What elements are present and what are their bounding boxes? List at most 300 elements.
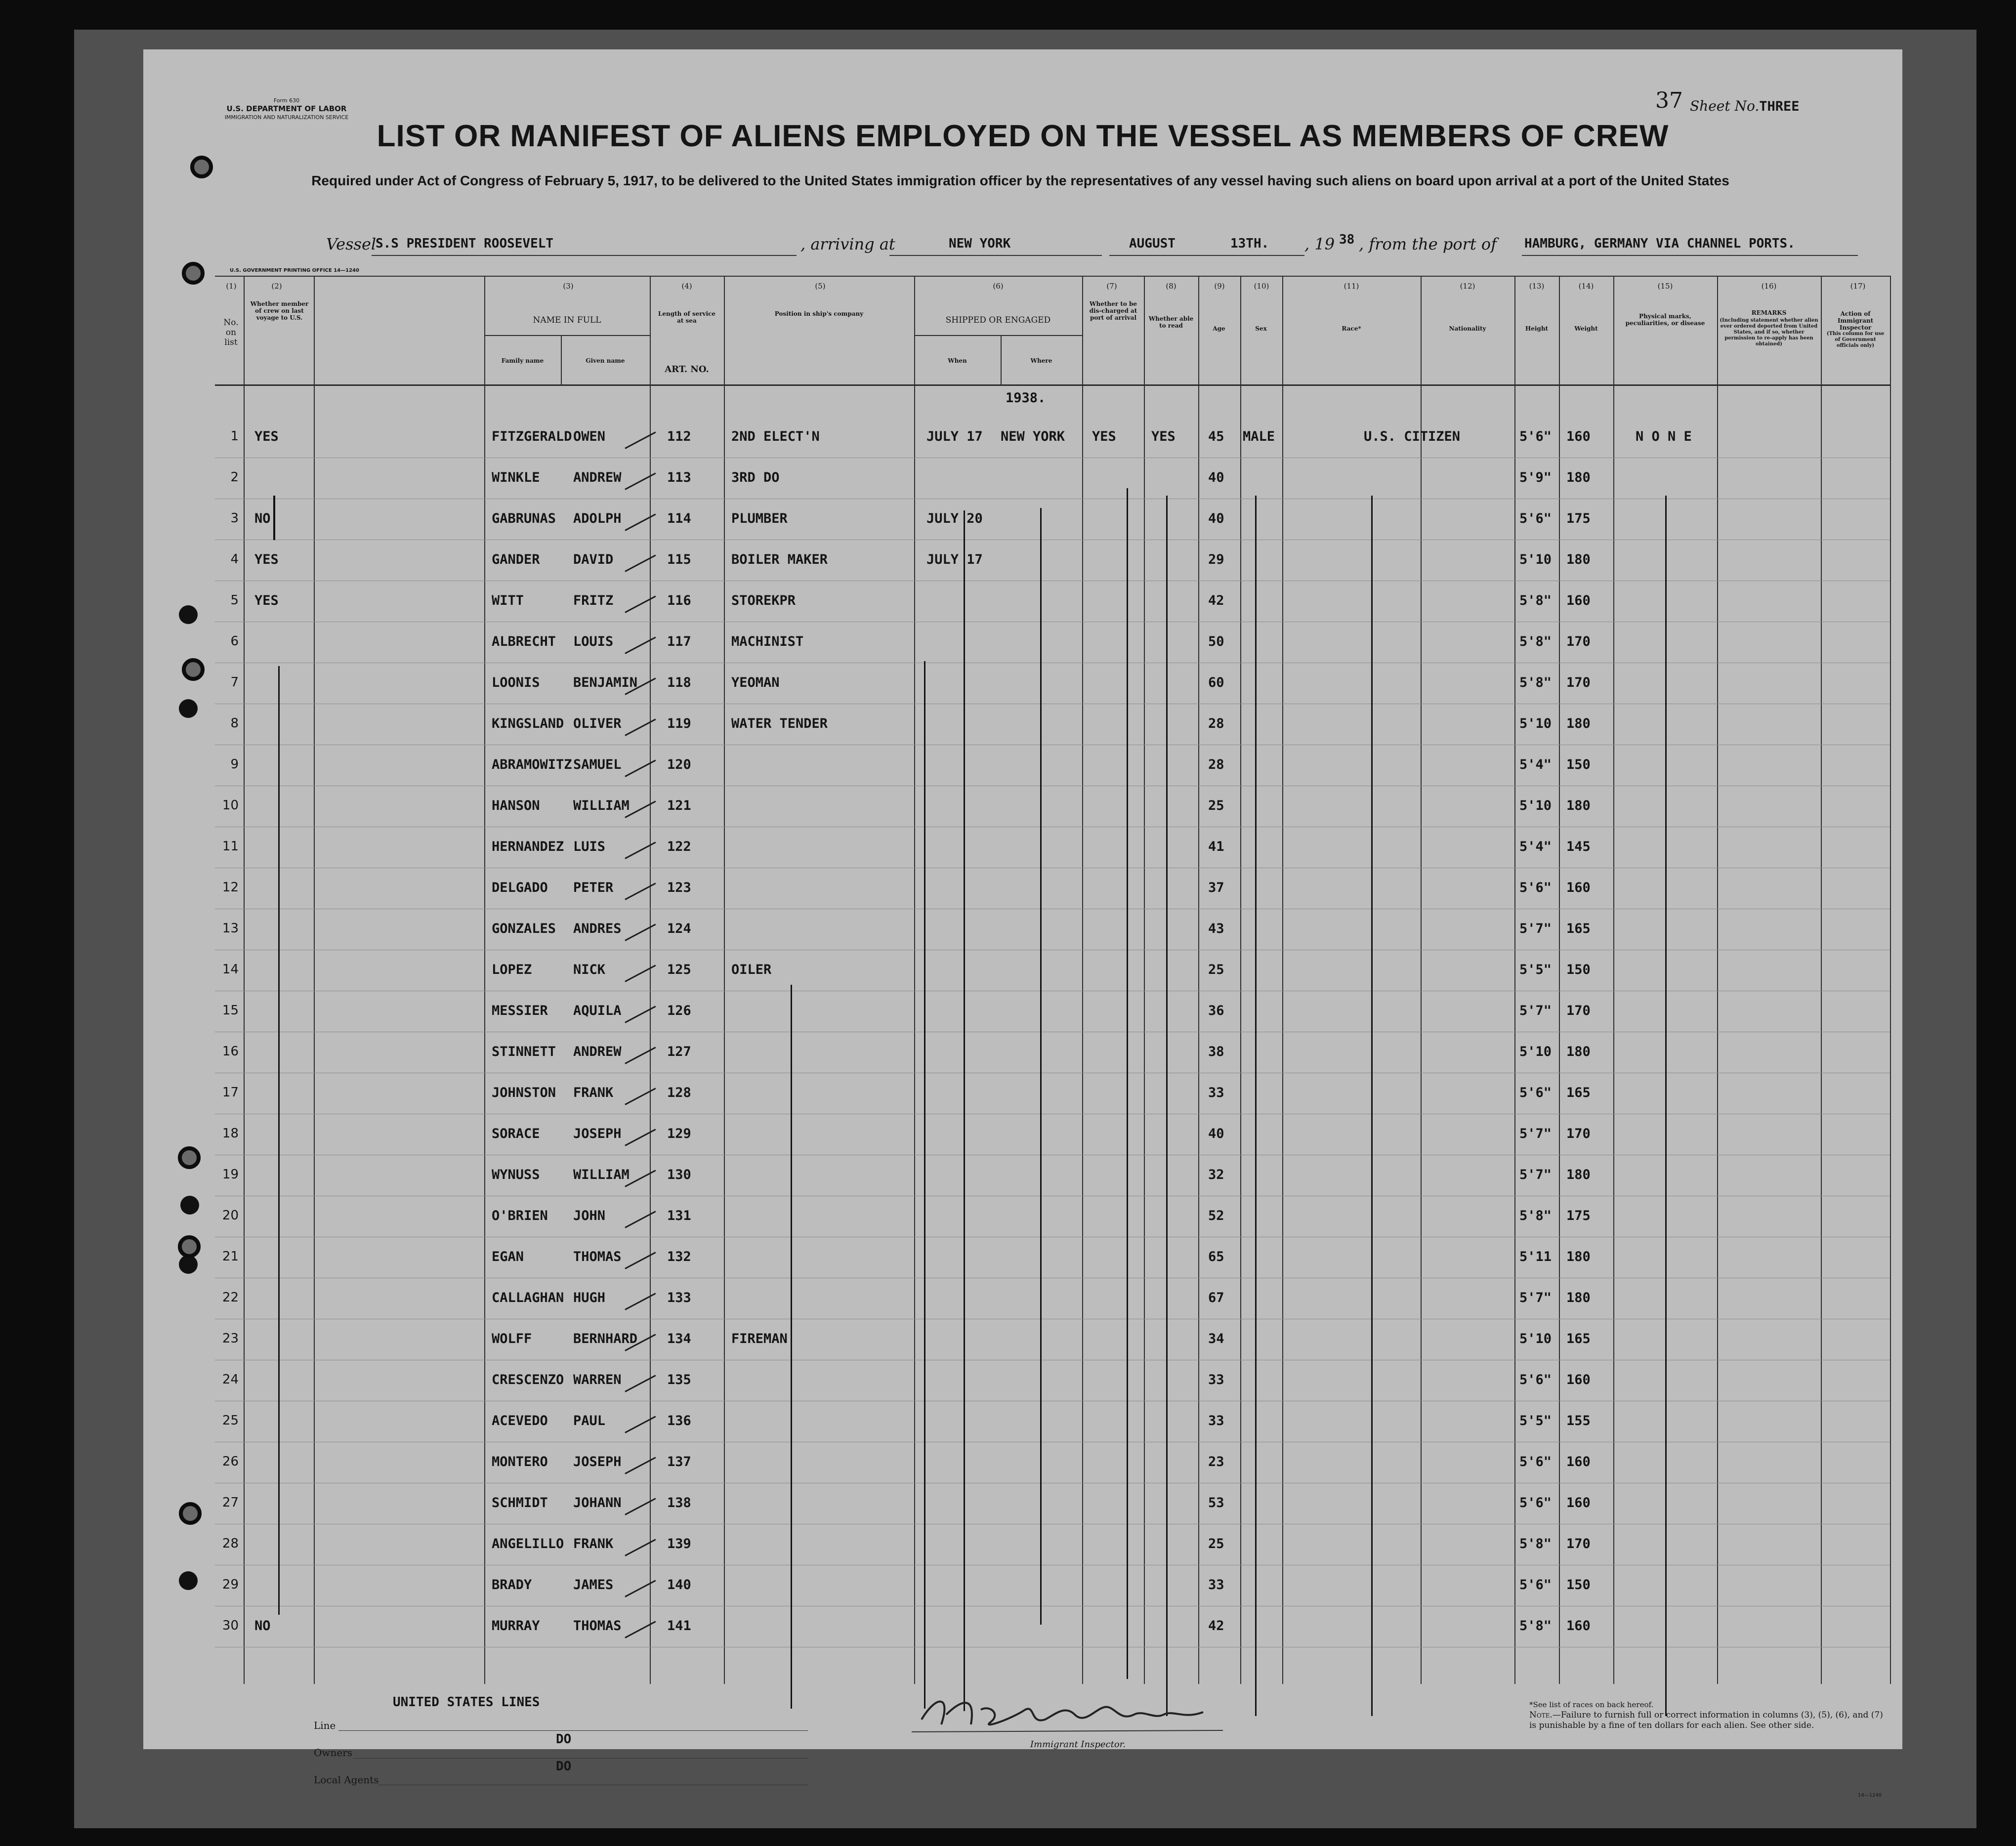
page-number: 37 <box>1655 88 1683 113</box>
cell-height: 5'10 <box>1519 716 1552 731</box>
cell-height: 5'8" <box>1519 1208 1552 1223</box>
col-no-6: (6) <box>993 282 1004 291</box>
from-label: , from the port of <box>1359 235 1497 253</box>
cell-given: JOSEPH <box>573 1454 622 1469</box>
cell-art: 114 <box>667 511 691 526</box>
cell-no: 20 <box>222 1208 239 1223</box>
table-row <box>215 952 1890 992</box>
table-row <box>215 501 1890 541</box>
cell-art: 122 <box>667 839 691 854</box>
year-prefix: , 19 <box>1304 235 1335 253</box>
cell-height: 5'7" <box>1519 1003 1552 1018</box>
cell-given: OWEN <box>573 429 606 444</box>
check-stroke <box>625 923 656 941</box>
form-number: Form 630 <box>273 97 300 104</box>
col-no-13: (13) <box>1529 282 1545 291</box>
check-stroke <box>625 431 656 449</box>
cell-no: 23 <box>222 1331 239 1346</box>
cell-family: WYNUSS <box>492 1167 540 1182</box>
header-age: Age <box>1213 325 1225 332</box>
table-row <box>215 1444 1890 1484</box>
header-name-in-full: NAME IN FULL <box>533 315 601 325</box>
table-row <box>215 1526 1890 1566</box>
cell-no: 21 <box>222 1249 239 1264</box>
punch-hole-icon <box>178 1235 201 1258</box>
table-row <box>215 624 1890 664</box>
cell-art: 139 <box>667 1536 691 1552</box>
header-shipped-or-engaged: SHIPPED OR ENGAGED <box>945 315 1051 325</box>
table-row <box>215 870 1890 910</box>
cell-no: 22 <box>222 1290 239 1305</box>
owners-label: Owners <box>314 1747 353 1759</box>
cell-family: MURRAY <box>492 1618 540 1634</box>
cell-height: 5'10 <box>1519 1331 1552 1346</box>
cell-given: ANDREW <box>573 1044 622 1059</box>
cell-weight: 150 <box>1566 757 1591 772</box>
cell-height: 5'6" <box>1519 1085 1552 1100</box>
cell-family: GONZALES <box>492 921 556 936</box>
printing-office: U.S. GOVERNMENT PRINTING OFFICE 14—1240 <box>230 268 359 273</box>
header-weight: Weight <box>1574 325 1598 332</box>
cell-family: WOLFF <box>492 1331 532 1346</box>
cell-family: WITT <box>492 593 524 608</box>
cell-read: YES <box>1151 429 1176 444</box>
cell-given: PETER <box>573 880 614 895</box>
table-row <box>215 665 1890 705</box>
cell-height: 5'6" <box>1519 1454 1552 1469</box>
cell-age: 67 <box>1208 1290 1224 1305</box>
line-label: Line <box>314 1720 336 1731</box>
cell-art: 128 <box>667 1085 691 1100</box>
cell-given: THOMAS <box>573 1618 622 1634</box>
table-row <box>215 1239 1890 1279</box>
cell-given: HUGH <box>573 1290 606 1305</box>
cell-given: DAVID <box>573 552 614 567</box>
cell-art: 123 <box>667 880 691 895</box>
check-stroke <box>625 1252 656 1269</box>
cell-weight: 175 <box>1566 1208 1591 1223</box>
cell-age: 40 <box>1208 470 1224 485</box>
col-no-8: (8) <box>1166 282 1176 291</box>
cell-given: JOHANN <box>573 1495 622 1510</box>
cell-family: EGAN <box>492 1249 524 1264</box>
cell-no: 2 <box>230 470 239 485</box>
cell-position: YEOMAN <box>731 675 780 690</box>
cell-family: MESSIER <box>492 1003 548 1018</box>
table-row <box>215 1198 1890 1238</box>
cell-crew: NO <box>254 511 271 526</box>
header-length-of-service: Length of service at sea <box>658 310 716 324</box>
col-no-11: (11) <box>1344 282 1359 291</box>
cell-position: FIREMAN <box>731 1331 788 1346</box>
sheet-number <box>1690 98 1800 114</box>
cell-sex: MALE <box>1243 429 1275 444</box>
table-row <box>215 419 1890 459</box>
cell-age: 33 <box>1208 1577 1224 1593</box>
header-crew-last-voyage: Whether member of crew on last voyage to U.S. <box>250 300 309 321</box>
cell-family: CALLAGHAN <box>492 1290 564 1305</box>
cell-age: 60 <box>1208 675 1224 690</box>
col-no-12: (12) <box>1460 282 1475 291</box>
cell-no: 9 <box>230 757 239 772</box>
vessel-name: S.S PRESIDENT ROOSEVELT <box>376 236 554 251</box>
cell-age: 65 <box>1208 1249 1224 1264</box>
table-row <box>215 1075 1890 1115</box>
cell-when: JULY 17 <box>926 429 983 444</box>
table-row <box>215 1485 1890 1525</box>
header-discharged: Whether to be dis-charged at port of arrival <box>1089 300 1137 321</box>
cell-art: 138 <box>667 1495 691 1510</box>
col-no-5: (5) <box>815 282 826 291</box>
cell-art: 130 <box>667 1167 691 1182</box>
table-row <box>215 1157 1890 1197</box>
cell-no: 13 <box>222 921 239 936</box>
check-stroke <box>625 1088 656 1105</box>
note-label: Note. <box>1529 1710 1553 1720</box>
col-no-9: (9) <box>1214 282 1225 291</box>
cell-height: 5'8" <box>1519 593 1552 608</box>
service-name: IMMIGRATION AND NATURALIZATION SERVICE <box>224 114 349 121</box>
check-stroke <box>625 1211 656 1228</box>
check-stroke <box>625 1416 656 1433</box>
cell-age: 38 <box>1208 1044 1224 1059</box>
cell-no: 8 <box>230 716 239 731</box>
cell-age: 43 <box>1208 921 1224 936</box>
cell-when: JULY 20 <box>926 511 983 526</box>
cell-position: OILER <box>731 962 772 977</box>
cell-no: 14 <box>222 962 239 977</box>
header-remarks-note: (Including statement whether alien ever ordered deported from United States, and if so, whether permission to re-apply has been obtained) <box>1720 318 1818 347</box>
year-suffix: 38 <box>1339 232 1355 247</box>
cell-no: 6 <box>230 634 239 649</box>
col-no-2: (2) <box>271 282 282 291</box>
arriving-label: , arriving at <box>800 235 895 253</box>
col-no-10: (10) <box>1254 282 1269 291</box>
cell-family: GABRUNAS <box>492 511 556 526</box>
cell-art: 124 <box>667 921 691 936</box>
cell-art: 140 <box>667 1577 691 1593</box>
header-where: Where <box>1030 357 1052 364</box>
cell-no: 19 <box>222 1167 239 1182</box>
table-row <box>215 788 1890 828</box>
cell-weight: 180 <box>1566 1290 1591 1305</box>
form-identification <box>217 96 356 122</box>
port-of-arrival: NEW YORK <box>949 236 1011 251</box>
cell-age: 52 <box>1208 1208 1224 1223</box>
punch-hole-icon <box>179 1502 202 1525</box>
table-row <box>215 583 1890 623</box>
punch-hole-icon <box>178 1146 201 1169</box>
check-stroke <box>625 1375 656 1392</box>
check-stroke <box>625 1498 656 1515</box>
cell-weight: 170 <box>1566 1003 1591 1018</box>
cell-crew: YES <box>254 593 279 608</box>
sheet-label: Sheet No. <box>1690 98 1760 114</box>
table-row <box>215 1362 1890 1402</box>
cell-height: 5'7" <box>1519 1167 1552 1182</box>
table-row <box>215 829 1890 869</box>
cell-height: 5'8" <box>1519 1536 1552 1552</box>
cell-weight: 160 <box>1566 429 1591 444</box>
table-row <box>215 460 1890 500</box>
cell-given: LOUIS <box>573 634 614 649</box>
cell-given: THOMAS <box>573 1249 622 1264</box>
cell-weight: 175 <box>1566 511 1591 526</box>
check-stroke <box>625 759 656 777</box>
table-row <box>215 1116 1890 1156</box>
header-given-name: Given name <box>586 357 625 364</box>
cell-height: 5'6" <box>1519 880 1552 895</box>
cell-no: 5 <box>230 593 239 608</box>
inspector-label: Immigrant Inspector. <box>1030 1739 1126 1750</box>
cell-given: ADOLPH <box>573 511 622 526</box>
cell-weight: 160 <box>1566 880 1591 895</box>
cell-age: 42 <box>1208 1618 1224 1634</box>
inspector-signature <box>907 1685 1233 1739</box>
cell-position: BOILER MAKER <box>731 552 828 567</box>
header-physical-marks: Physical marks, peculiarities, or disease <box>1625 313 1705 327</box>
check-stroke <box>625 965 656 982</box>
cell-age: 25 <box>1208 962 1224 977</box>
cell-art: 134 <box>667 1331 691 1346</box>
cell-no: 27 <box>222 1495 239 1510</box>
vessel-info <box>143 232 1902 257</box>
cell-family: LOPEZ <box>492 962 532 977</box>
table-row <box>215 706 1890 746</box>
cell-height: 5'6" <box>1519 429 1552 444</box>
cell-family: GANDER <box>492 552 540 567</box>
cell-art: 113 <box>667 470 691 485</box>
cell-position: PLUMBER <box>731 511 788 526</box>
check-stroke <box>625 882 656 900</box>
cell-height: 5'6" <box>1519 1577 1552 1593</box>
header-race: Race* <box>1342 325 1361 332</box>
cell-height: 5'6" <box>1519 511 1552 526</box>
cell-weight: 180 <box>1566 716 1591 731</box>
cell-age: 33 <box>1208 1372 1224 1387</box>
cell-height: 5'8" <box>1519 1618 1552 1634</box>
cell-weight: 170 <box>1566 1536 1591 1552</box>
note-text: —Failure to furnish full or correct information in columns (3), (5), (6), and (7) is punishable by a fine of ten dollars for each alien. See other side. <box>1529 1710 1883 1730</box>
check-stroke <box>625 1006 656 1023</box>
cell-age: 40 <box>1208 1126 1224 1141</box>
cell-age: 25 <box>1208 1536 1224 1552</box>
cell-no: 29 <box>222 1577 239 1592</box>
cell-position: STOREKPR <box>731 593 796 608</box>
cell-position: WATER TENDER <box>731 716 828 731</box>
cell-where: NEW YORK <box>1001 429 1065 444</box>
year-entry: 1938. <box>1006 390 1046 406</box>
punch-hole-icon <box>180 1196 199 1215</box>
cell-height: 5'10 <box>1519 1044 1552 1059</box>
cell-age: 37 <box>1208 880 1224 895</box>
col-no-3: (3) <box>563 282 574 291</box>
cell-weight: 180 <box>1566 1249 1591 1264</box>
cell-art: 112 <box>667 429 691 444</box>
check-stroke <box>625 1293 656 1310</box>
check-stroke <box>625 1621 656 1638</box>
cell-weight: 180 <box>1566 552 1591 567</box>
cell-given: PAUL <box>573 1413 606 1428</box>
cell-no: 15 <box>222 1003 239 1018</box>
cell-marks: N O N E <box>1636 429 1692 444</box>
cell-weight: 165 <box>1566 1331 1591 1346</box>
line-value: UNITED STATES LINES <box>393 1695 540 1710</box>
cell-no: 11 <box>222 839 239 854</box>
table-row <box>215 747 1890 787</box>
cell-given: FRANK <box>573 1085 614 1100</box>
check-stroke <box>625 1457 656 1474</box>
cell-no: 28 <box>222 1536 239 1551</box>
check-stroke <box>625 841 656 859</box>
cell-height: 5'10 <box>1519 798 1552 813</box>
form-code: 14—1240 <box>1858 1793 1882 1798</box>
cell-position: 2ND ELECT'N <box>731 429 820 444</box>
cell-weight: 170 <box>1566 1126 1591 1141</box>
cell-no: 17 <box>222 1085 239 1100</box>
cell-art: 121 <box>667 798 691 813</box>
table-row <box>215 911 1890 951</box>
cell-given: JAMES <box>573 1577 614 1593</box>
cell-weight: 145 <box>1566 839 1591 854</box>
cell-no: 24 <box>222 1372 239 1387</box>
cell-age: 45 <box>1208 429 1224 444</box>
check-stroke <box>625 718 656 736</box>
cell-art: 125 <box>667 962 691 977</box>
owners-value: DO <box>556 1732 572 1747</box>
arrival-month: AUGUST <box>1129 236 1176 251</box>
cell-given: BENJAMIN <box>573 675 638 690</box>
cell-art: 118 <box>667 675 691 690</box>
cell-art: 133 <box>667 1290 691 1305</box>
cell-given: JOHN <box>573 1208 606 1223</box>
cell-family: HANSON <box>492 798 540 813</box>
manifest-sheet <box>143 49 1902 1798</box>
cell-age: 34 <box>1208 1331 1224 1346</box>
cell-weight: 180 <box>1566 798 1591 813</box>
cell-weight: 180 <box>1566 1167 1591 1182</box>
cell-height: 5'7" <box>1519 1126 1552 1141</box>
check-stroke <box>625 472 656 490</box>
cell-family: ANGELILLO <box>492 1536 564 1552</box>
cell-weight: 170 <box>1566 675 1591 690</box>
cell-weight: 150 <box>1566 1577 1591 1593</box>
cell-art: 141 <box>667 1618 691 1634</box>
cell-height: 5'4" <box>1519 839 1552 854</box>
cell-height: 5'8" <box>1519 634 1552 649</box>
col-no-16: (16) <box>1761 282 1777 291</box>
port-of-departure: HAMBURG, GERMANY VIA CHANNEL PORTS. <box>1524 236 1795 251</box>
cell-weight: 170 <box>1566 634 1591 649</box>
col-no-7: (7) <box>1106 282 1117 291</box>
footer-note <box>1529 1700 1885 1731</box>
cell-art: 136 <box>667 1413 691 1428</box>
cell-family: JOHNSTON <box>492 1085 556 1100</box>
cell-family: STINNETT <box>492 1044 556 1059</box>
cell-family: CRESCENZO <box>492 1372 564 1387</box>
cell-age: 41 <box>1208 839 1224 854</box>
table-row <box>215 1567 1890 1607</box>
cell-no: 10 <box>222 798 239 813</box>
cell-art: 132 <box>667 1249 691 1264</box>
cell-height: 5'7" <box>1519 1290 1552 1305</box>
cell-family: FITZGERALD <box>492 429 572 444</box>
cell-crew: YES <box>254 552 279 567</box>
header-no-on-list: No. on list <box>223 318 239 347</box>
cell-height: 5'8" <box>1519 675 1552 690</box>
cell-age: 25 <box>1208 798 1224 813</box>
header-height: Height <box>1525 325 1549 332</box>
cell-no: 7 <box>230 675 239 690</box>
header-position: Position in ship's company <box>774 310 864 317</box>
cell-family: MONTERO <box>492 1454 548 1469</box>
cell-position: MACHINIST <box>731 634 804 649</box>
check-stroke <box>625 1580 656 1597</box>
cell-age: 32 <box>1208 1167 1224 1182</box>
cell-art: 126 <box>667 1003 691 1018</box>
header-family-name: Family name <box>501 357 544 364</box>
cell-age: 33 <box>1208 1085 1224 1100</box>
cell-family: O'BRIEN <box>492 1208 548 1223</box>
punch-hole-icon <box>182 262 205 285</box>
cell-family: BRADY <box>492 1577 532 1593</box>
check-stroke <box>625 595 656 613</box>
cell-art: 120 <box>667 757 691 772</box>
cell-art: 135 <box>667 1372 691 1387</box>
cell-family: DELGADO <box>492 880 548 895</box>
vessel-label: Vessel <box>326 235 377 253</box>
cell-family: SORACE <box>492 1126 540 1141</box>
cell-height: 5'11 <box>1519 1249 1552 1264</box>
cell-art: 116 <box>667 593 691 608</box>
table-row <box>215 1034 1890 1074</box>
cell-no: 1 <box>230 429 239 444</box>
cell-height: 5'6" <box>1519 1372 1552 1387</box>
cell-weight: 160 <box>1566 1495 1591 1510</box>
cell-given: WILLIAM <box>573 1167 630 1182</box>
check-stroke <box>625 1047 656 1064</box>
cell-no: 26 <box>222 1454 239 1469</box>
cell-no: 4 <box>230 552 239 567</box>
punch-hole-icon <box>190 156 213 178</box>
cell-weight: 150 <box>1566 962 1591 977</box>
cell-family: WINKLE <box>492 470 540 485</box>
check-stroke <box>625 636 656 654</box>
cell-given: ANDRES <box>573 921 622 936</box>
cell-height: 5'10 <box>1519 552 1552 567</box>
cell-given: JOSEPH <box>573 1126 622 1141</box>
races-note: *See list of races on back hereof. <box>1529 1700 1654 1709</box>
punch-hole-icon <box>179 605 198 624</box>
cell-no: 3 <box>230 511 239 526</box>
cell-age: 36 <box>1208 1003 1224 1018</box>
col-no-1: (1) <box>226 282 237 291</box>
cell-height: 5'5" <box>1519 962 1552 977</box>
cell-age: 42 <box>1208 593 1224 608</box>
punch-hole-icon <box>182 658 205 681</box>
col-no-14: (14) <box>1578 282 1594 291</box>
table-row <box>215 1608 1890 1648</box>
cell-no: 12 <box>222 880 239 895</box>
check-stroke <box>625 1129 656 1146</box>
cell-age: 53 <box>1208 1495 1224 1510</box>
cell-weight: 180 <box>1566 470 1591 485</box>
cell-given: WILLIAM <box>573 798 630 813</box>
cell-family: ALBRECHT <box>492 634 556 649</box>
check-stroke <box>625 554 656 572</box>
cell-no: 18 <box>222 1126 239 1141</box>
col-no-4: (4) <box>681 282 692 291</box>
